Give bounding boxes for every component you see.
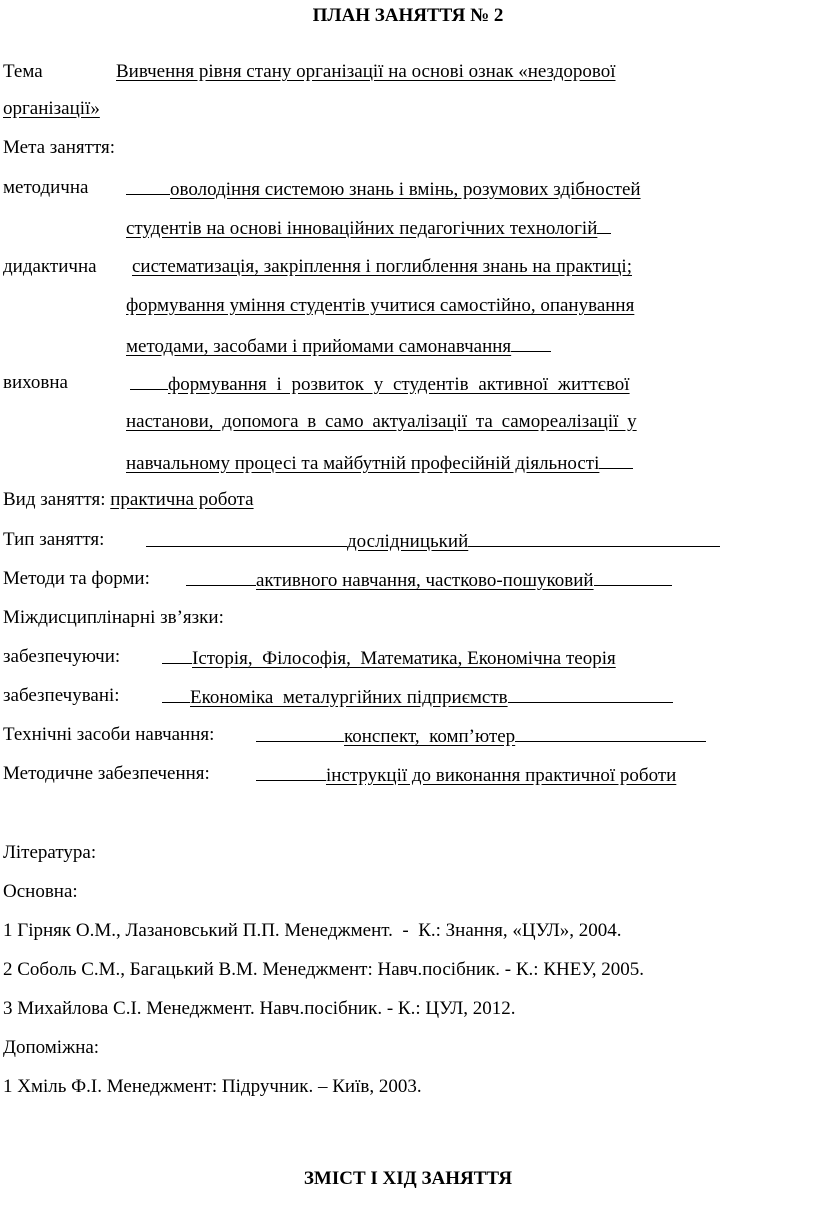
didactic-line-1: систематизація, закріплення і поглиблення знань на практиці; [132, 256, 632, 277]
topic-label: Тема [3, 61, 43, 82]
main-literature-label: Основна: [3, 881, 78, 902]
tech-value-line [256, 723, 706, 749]
topic-line-1: Вивчення рівня стану організації на основі ознак «нездорової [116, 61, 616, 82]
didactic-line-3 [126, 333, 551, 359]
tech-value: конспект, комп’ютер [344, 726, 516, 747]
goal-label: Мета заняття: [3, 137, 116, 158]
methodical-line-1 [126, 176, 641, 202]
methodical-line-2-text: студентів на основі інноваційних педагогічних технологій [126, 218, 598, 239]
kind-row [3, 488, 254, 512]
method-support-value-line [256, 762, 676, 788]
literature-item: 1 Хміль Ф.І. Менеджмент: Підручник. – Київ, 2003. [3, 1076, 422, 1097]
methodical-label: методична [3, 177, 89, 198]
literature-label: Література: [3, 842, 97, 863]
providing-value: Історія, Філософія, Математика, Економічна теорія [192, 648, 616, 669]
methodical-line-2 [126, 215, 611, 241]
methods-label: Методи та форми: [3, 568, 150, 589]
type-value-line [146, 528, 720, 554]
didactic-line-3-text: методами, засобами і прийомами самонавчання [126, 336, 512, 357]
method-support-value: інструкції до виконання практичної роботи [326, 765, 677, 786]
literature-item: 3 Михайлова С.І. Менеджмент. Навч.посібник. - К.: ЦУЛ, 2012. [3, 998, 516, 1019]
additional-literature-label: Допоміжна: [3, 1037, 100, 1058]
method-support-label: Методичне забезпечення: [3, 763, 210, 784]
tech-label: Технічні засоби навчання: [3, 724, 215, 745]
methodical-line-1-text: оволодіння системою знань і вмінь, розумових здібностей [170, 179, 641, 200]
kind-value: практична робота [110, 489, 254, 510]
didactic-label: дидактична [3, 256, 97, 277]
educational-line-1 [130, 371, 630, 397]
literature-item: 1 Гірняк О.М., Лазановський П.П. Менеджмент. - К.: Знання, «ЦУЛ», 2004. [3, 920, 622, 941]
provided-value-line [162, 684, 673, 710]
educational-line-3 [126, 450, 633, 476]
educational-line-1-text: формування і розвиток у студентів активної життєвої [168, 374, 630, 395]
didactic-line-2: формування уміння студентів учитися самостійно, опанування [126, 295, 635, 316]
educational-line-2: настанови, допомога в само актуалізації та самореалізації у [126, 411, 637, 432]
provided-value: Економіка металургійних підприємств [190, 687, 508, 708]
methods-value: активного навчання, частково-пошуковий [256, 570, 594, 591]
kind-label: Вид заняття: [3, 489, 106, 510]
provided-label: забезпечувані: [3, 685, 120, 706]
page-title: ПЛАН ЗАНЯТТЯ № 2 [312, 5, 504, 26]
type-value: дослідницький [347, 531, 469, 552]
providing-label: забезпечуючи: [3, 646, 121, 667]
literature-item: 2 Соболь С.М., Багацький В.М. Менеджмент: Навч.посібник. - К.: КНЕУ, 2005. [3, 959, 644, 980]
topic-line-2: організації» [3, 98, 100, 119]
providing-value-line [162, 645, 616, 671]
educational-label: виховна [3, 372, 68, 393]
section-title: ЗМІСТ І ХІД ЗАНЯТТЯ [303, 1168, 513, 1189]
methods-value-line [186, 567, 672, 593]
type-label: Тип заняття: [3, 529, 105, 550]
educational-line-3-text: навчальному процесі та майбутній професійній діяльності [126, 453, 600, 474]
interdisciplinary-label: Міждисциплінарні зв’язки: [3, 607, 224, 628]
